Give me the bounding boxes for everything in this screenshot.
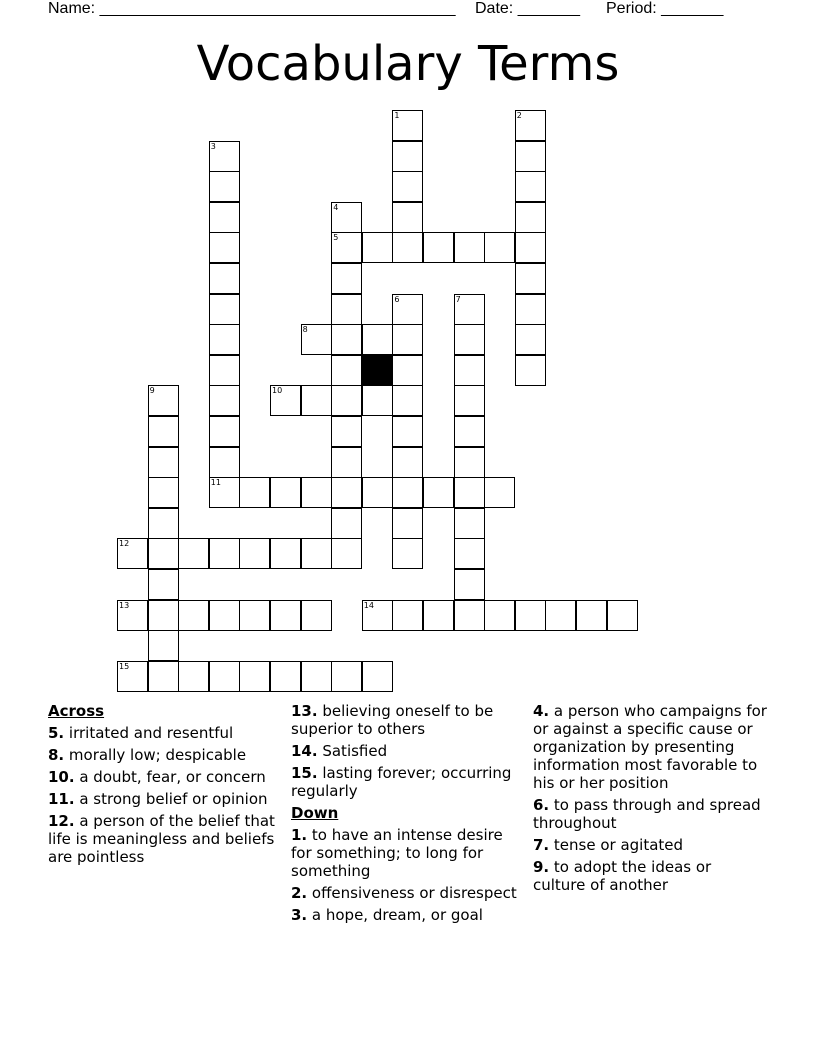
grid-cell[interactable] xyxy=(392,355,423,386)
clue-down-9 xyxy=(533,858,768,894)
grid-cell[interactable] xyxy=(148,447,179,478)
grid-cell[interactable] xyxy=(454,447,485,478)
clue-text: to have an intense desire for something; to long for something xyxy=(291,826,503,880)
grid-cell[interactable] xyxy=(148,385,179,416)
clue-down-4 xyxy=(533,702,768,792)
clues-column-3 xyxy=(533,702,768,898)
cell-number: 5 xyxy=(333,233,339,243)
grid-cell[interactable] xyxy=(148,416,179,447)
grid-cell[interactable] xyxy=(148,630,179,661)
across-heading: Across xyxy=(48,702,105,720)
grid-cell[interactable] xyxy=(239,600,270,631)
cell-number: 9 xyxy=(149,386,155,396)
grid-cell[interactable] xyxy=(148,508,179,539)
grid-cell[interactable] xyxy=(515,355,546,386)
grid-cell[interactable] xyxy=(392,600,423,631)
clue-down-2 xyxy=(291,884,526,902)
clue-number: 13. xyxy=(291,702,318,720)
grid-cell[interactable] xyxy=(178,600,209,631)
cell-number: 8 xyxy=(302,325,308,335)
grid-cell[interactable] xyxy=(392,110,423,141)
grid-cell[interactable] xyxy=(515,110,546,141)
grid-cell[interactable] xyxy=(392,477,423,508)
grid-cell[interactable] xyxy=(209,447,240,478)
grid-cell[interactable] xyxy=(515,171,546,202)
grid-cell[interactable] xyxy=(362,232,393,263)
clue-down-7 xyxy=(533,836,768,854)
clue-number: 9. xyxy=(533,858,550,876)
clue-across-8 xyxy=(48,746,283,764)
grid-cell[interactable] xyxy=(209,141,240,172)
grid-cell[interactable] xyxy=(209,294,240,325)
grid-cell[interactable] xyxy=(423,477,454,508)
clue-number: 11. xyxy=(48,790,75,808)
clue-number: 14. xyxy=(291,742,318,760)
clue-number: 1. xyxy=(291,826,308,844)
clue-number: 3. xyxy=(291,906,308,924)
clue-down-3 xyxy=(291,906,526,924)
grid-cell[interactable] xyxy=(515,263,546,294)
cell-number: 14 xyxy=(363,600,374,610)
period-field-label[interactable]: Period: _______ xyxy=(606,0,724,17)
grid-cell[interactable] xyxy=(148,538,179,569)
grid-cell[interactable] xyxy=(301,661,332,692)
grid-cell[interactable] xyxy=(270,477,301,508)
clues-column-2 xyxy=(291,702,526,928)
grid-cell[interactable] xyxy=(148,569,179,600)
grid-cell[interactable] xyxy=(454,569,485,600)
grid-cell[interactable] xyxy=(301,477,332,508)
clue-across-10 xyxy=(48,768,283,786)
grid-cell[interactable] xyxy=(331,202,362,233)
grid-cell[interactable] xyxy=(209,324,240,355)
grid-cell[interactable] xyxy=(392,538,423,569)
clue-number: 6. xyxy=(533,796,550,814)
grid-cell[interactable] xyxy=(607,600,638,631)
grid-cell[interactable] xyxy=(392,385,423,416)
grid-cell[interactable] xyxy=(270,661,301,692)
grid-cell[interactable] xyxy=(331,538,362,569)
grid-cell[interactable] xyxy=(454,538,485,569)
grid-cell[interactable] xyxy=(331,661,362,692)
page-title: Vocabulary Terms xyxy=(196,36,620,92)
clue-number: 8. xyxy=(48,746,65,764)
clue-text: irritated and resentful xyxy=(64,724,234,742)
grid-cell[interactable] xyxy=(454,477,485,508)
grid-cell[interactable] xyxy=(484,600,515,631)
grid-cell[interactable] xyxy=(454,294,485,325)
clue-text: to adopt the ideas or culture of another xyxy=(533,858,712,894)
clue-across-12 xyxy=(48,812,283,866)
grid-cell[interactable] xyxy=(515,294,546,325)
grid-cell[interactable] xyxy=(270,385,301,416)
grid-cell[interactable] xyxy=(454,600,485,631)
clue-text: a doubt, fear, or concern xyxy=(74,768,266,786)
grid-cell[interactable] xyxy=(209,385,240,416)
clue-text: a hope, dream, or goal xyxy=(307,906,483,924)
clue-number: 10. xyxy=(48,768,75,786)
clue-number: 7. xyxy=(533,836,550,854)
grid-cell[interactable] xyxy=(270,600,301,631)
grid-cell[interactable] xyxy=(148,477,179,508)
grid-cell[interactable] xyxy=(423,600,454,631)
grid-cell[interactable] xyxy=(209,661,240,692)
grid-cell[interactable] xyxy=(331,232,362,263)
grid-cell[interactable] xyxy=(362,477,393,508)
grid-cell[interactable] xyxy=(331,324,362,355)
grid-cell[interactable] xyxy=(209,232,240,263)
cell-number: 7 xyxy=(455,294,461,304)
grid-cell[interactable] xyxy=(209,416,240,447)
grid-cell[interactable] xyxy=(331,416,362,447)
cell-number: 11 xyxy=(210,478,221,488)
grid-cell[interactable] xyxy=(392,416,423,447)
grid-cell[interactable] xyxy=(209,171,240,202)
grid-cell[interactable] xyxy=(362,385,393,416)
grid-cell[interactable] xyxy=(117,538,148,569)
grid-cell[interactable] xyxy=(301,600,332,631)
grid-cell[interactable] xyxy=(362,324,393,355)
grid-cell[interactable] xyxy=(362,661,393,692)
grid-cell[interactable] xyxy=(454,416,485,447)
clue-text: to pass through and spread throughout xyxy=(533,796,761,832)
cell-number: 13 xyxy=(119,600,130,610)
grid-cell[interactable] xyxy=(392,294,423,325)
grid-cell[interactable] xyxy=(362,600,393,631)
cell-number: 10 xyxy=(272,386,283,396)
clue-across-11 xyxy=(48,790,283,808)
date-field-label[interactable]: Date: _______ xyxy=(475,0,580,17)
clue-across-13 xyxy=(291,702,526,738)
grid-cell[interactable] xyxy=(117,600,148,631)
grid-cell[interactable] xyxy=(117,661,148,692)
grid-cell[interactable] xyxy=(331,477,362,508)
grid-cell[interactable] xyxy=(392,447,423,478)
grid-cell[interactable] xyxy=(209,600,240,631)
cell-number: 6 xyxy=(394,294,400,304)
grid-cell[interactable] xyxy=(454,385,485,416)
grid-cell[interactable] xyxy=(392,508,423,539)
grid-cell[interactable] xyxy=(484,232,515,263)
clue-number: 5. xyxy=(48,724,65,742)
clue-across-15 xyxy=(291,764,526,800)
grid-cell[interactable] xyxy=(178,661,209,692)
clue-number: 4. xyxy=(533,702,550,720)
grid-cell[interactable] xyxy=(392,171,423,202)
grid-cell[interactable] xyxy=(515,141,546,172)
grid-cell[interactable] xyxy=(454,355,485,386)
grid-cell[interactable] xyxy=(423,232,454,263)
clue-text: believing oneself to be superior to others xyxy=(291,702,494,738)
grid-cell[interactable] xyxy=(331,447,362,478)
cell-number: 12 xyxy=(119,539,130,549)
grid-cell[interactable] xyxy=(331,508,362,539)
clue-text: a strong belief or opinion xyxy=(74,790,268,808)
cell-number: 15 xyxy=(119,661,130,671)
clue-across-14 xyxy=(291,742,526,760)
clue-text: a person who campaigns for or against a specific cause or organization by presenting information most favorable to his or her position xyxy=(533,702,767,792)
clue-number: 12. xyxy=(48,812,75,830)
name-field-label[interactable]: Name: ________________________________________ xyxy=(48,0,456,17)
grid-cell[interactable] xyxy=(331,263,362,294)
black-cell xyxy=(362,355,393,386)
grid-cell[interactable] xyxy=(454,324,485,355)
grid-cell[interactable] xyxy=(209,538,240,569)
clue-down-1 xyxy=(291,826,526,880)
grid-cell[interactable] xyxy=(484,477,515,508)
clue-text: a person of the belief that life is meaningless and beliefs are pointless xyxy=(48,812,275,866)
grid-cell[interactable] xyxy=(515,202,546,233)
cell-number: 2 xyxy=(516,111,522,120)
clue-text: offensiveness or disrespect xyxy=(307,884,517,902)
grid-cell[interactable] xyxy=(301,385,332,416)
cell-number: 3 xyxy=(210,141,216,151)
clue-text: morally low; despicable xyxy=(64,746,247,764)
grid-cell[interactable] xyxy=(515,324,546,355)
cell-number: 1 xyxy=(394,111,400,120)
grid-cell[interactable] xyxy=(178,538,209,569)
clue-text: Satisfied xyxy=(317,742,388,760)
grid-cell[interactable] xyxy=(209,263,240,294)
grid-cell[interactable] xyxy=(209,202,240,233)
clue-down-6 xyxy=(533,796,768,832)
clue-text: lasting forever; occurring regularly xyxy=(291,764,512,800)
clue-number: 15. xyxy=(291,764,318,782)
grid-cell[interactable] xyxy=(331,294,362,325)
grid-cell[interactable] xyxy=(331,385,362,416)
grid-cell[interactable] xyxy=(331,355,362,386)
grid-cell[interactable] xyxy=(239,538,270,569)
cell-number: 4 xyxy=(333,202,339,212)
clue-text: tense or agitated xyxy=(549,836,684,854)
grid-cell[interactable] xyxy=(515,232,546,263)
clues-column-1 xyxy=(48,702,283,870)
grid-cell[interactable] xyxy=(545,600,576,631)
grid-cell[interactable] xyxy=(392,232,423,263)
down-heading: Down xyxy=(291,804,339,822)
grid-cell[interactable] xyxy=(270,538,301,569)
grid-cell[interactable] xyxy=(209,355,240,386)
grid-cell[interactable] xyxy=(209,477,240,508)
grid-cell[interactable] xyxy=(454,232,485,263)
clue-number: 2. xyxy=(291,884,308,902)
grid-cell[interactable] xyxy=(301,538,332,569)
grid-cell[interactable] xyxy=(239,661,270,692)
grid-cell[interactable] xyxy=(392,324,423,355)
grid-cell[interactable] xyxy=(301,324,332,355)
grid-cell[interactable] xyxy=(148,600,179,631)
grid-cell[interactable] xyxy=(392,202,423,233)
grid-cell[interactable] xyxy=(576,600,607,631)
clue-across-5 xyxy=(48,724,283,742)
grid-cell[interactable] xyxy=(239,477,270,508)
grid-cell[interactable] xyxy=(148,661,179,692)
grid-cell[interactable] xyxy=(392,141,423,172)
grid-cell[interactable] xyxy=(515,600,546,631)
grid-cell[interactable] xyxy=(454,508,485,539)
